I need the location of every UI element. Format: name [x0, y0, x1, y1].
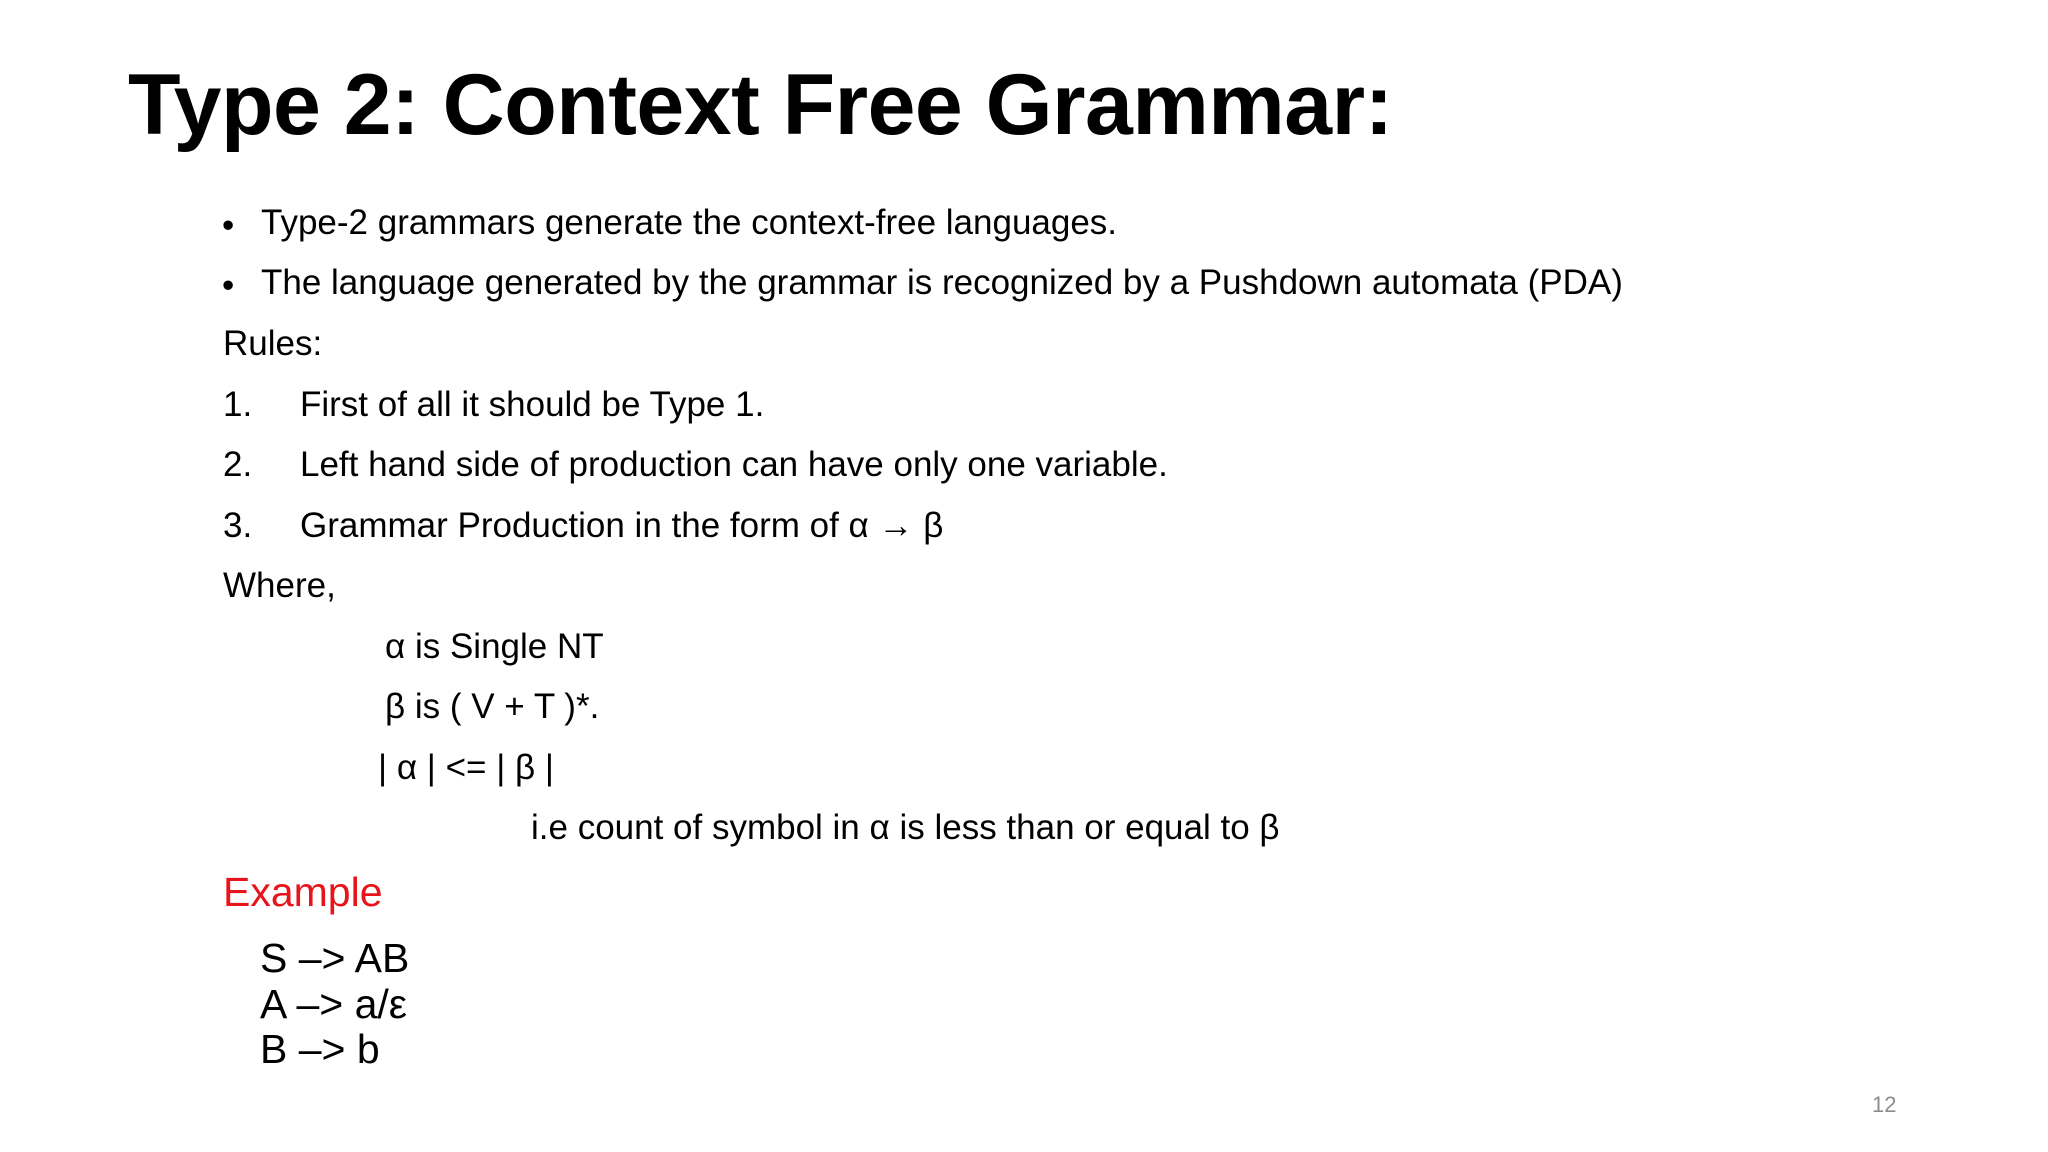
- production-rule: S –> AB: [260, 935, 410, 981]
- production-rule: A –> a/ε: [260, 981, 408, 1027]
- slide-title: Type 2: Context Free Grammar:: [128, 57, 1393, 153]
- rules-heading: Rules:: [223, 324, 323, 363]
- rule-number: 2.: [223, 445, 253, 484]
- where-item: β is ( V + T )*.: [385, 687, 600, 726]
- rule-number: 3.: [223, 506, 253, 545]
- rule-text: Grammar Production in the form of α → β: [300, 506, 944, 545]
- production-rule: B –> b: [260, 1026, 380, 1072]
- where-item: α is Single NT: [385, 627, 604, 666]
- rule-number: 1.: [223, 385, 253, 424]
- where-item: | α | <= | β |: [378, 748, 554, 787]
- bullet-icon: •: [222, 266, 235, 305]
- bullet-icon: •: [222, 206, 235, 245]
- rule-text: First of all it should be Type 1.: [300, 385, 765, 424]
- bullet-item: Type-2 grammars generate the context-free languages.: [261, 203, 1118, 242]
- page-number: 12: [1872, 1092, 1897, 1117]
- where-heading: Where,: [223, 566, 336, 605]
- example-heading: Example: [223, 869, 383, 915]
- rule-text: Left hand side of production can have only one variable.: [300, 445, 1168, 484]
- explanation-note: i.e count of symbol in α is less than or equal to β: [531, 808, 1280, 847]
- bullet-item: The language generated by the grammar is recognized by a Pushdown automata (PDA): [261, 263, 1623, 302]
